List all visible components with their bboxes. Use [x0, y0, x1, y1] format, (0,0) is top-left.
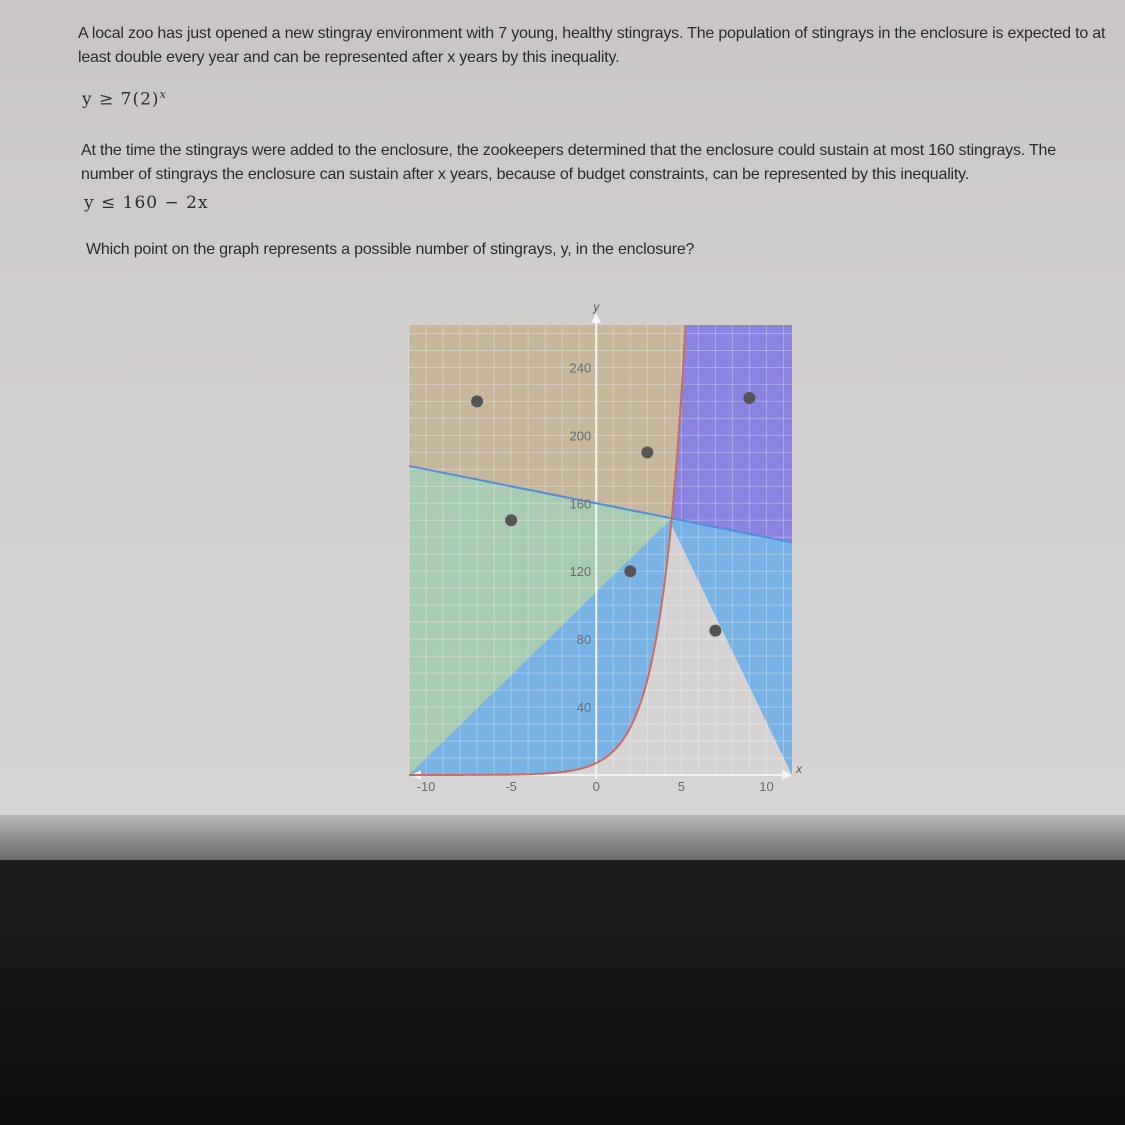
inequality-linear: y ≤ 160 − 2x [84, 193, 209, 213]
y-tick-label: 80 [576, 632, 592, 648]
screen-bottom-edge [0, 815, 1125, 860]
data-point[interactable] [743, 392, 755, 404]
inequality-graph[interactable] [395, 300, 802, 805]
y-tick-label: 120 [569, 564, 592, 580]
question-prompt: Which point on the graph represents a possible number of stingrays, y, in the enclosure? [86, 241, 695, 258]
inequality-graph-svg[interactable] [395, 300, 802, 805]
y-tick-label: 240 [569, 360, 592, 376]
data-point[interactable] [624, 565, 636, 577]
x-tick-label: 0 [592, 779, 600, 794]
data-point[interactable] [505, 514, 517, 526]
data-point[interactable] [709, 625, 721, 637]
monitor-bezel [0, 860, 1125, 1125]
question-paragraph-1: A local zoo has just opened a new stingray environment with 7 young, healthy stingrays. The population of stingrays in the enclosure is expected to at least double every year and can be represented after x years by this inequality. [78, 25, 1106, 66]
question-paragraph-2: At the time the stingrays were added to the enclosure, the zookeepers determined that the enclosure could sustain at most 160 stingrays. The number of stingrays the enclosure can sustain after x years, because of budget constraints, can be represented by this inequality. [81, 142, 1056, 183]
inequality-exponential-exponent: x [159, 88, 167, 101]
x-tick-label: 5 [677, 779, 685, 794]
x-axis-label: x [796, 762, 802, 776]
region-above-line-right [672, 325, 792, 542]
x-tick-label: -10 [416, 779, 436, 794]
y-axis-label: y [593, 300, 600, 314]
y-tick-label: 160 [569, 496, 592, 512]
y-axis-arrow [591, 313, 601, 323]
y-tick-label: 200 [569, 428, 592, 444]
inequality-exponential [82, 88, 167, 110]
data-point[interactable] [471, 395, 483, 407]
inequality-exponential-base: y ≥ 7(2) [82, 89, 160, 110]
y-tick-label: 40 [576, 700, 592, 716]
data-point[interactable] [641, 446, 653, 458]
x-tick-label: 10 [759, 779, 774, 794]
x-tick-label: -5 [505, 779, 517, 794]
